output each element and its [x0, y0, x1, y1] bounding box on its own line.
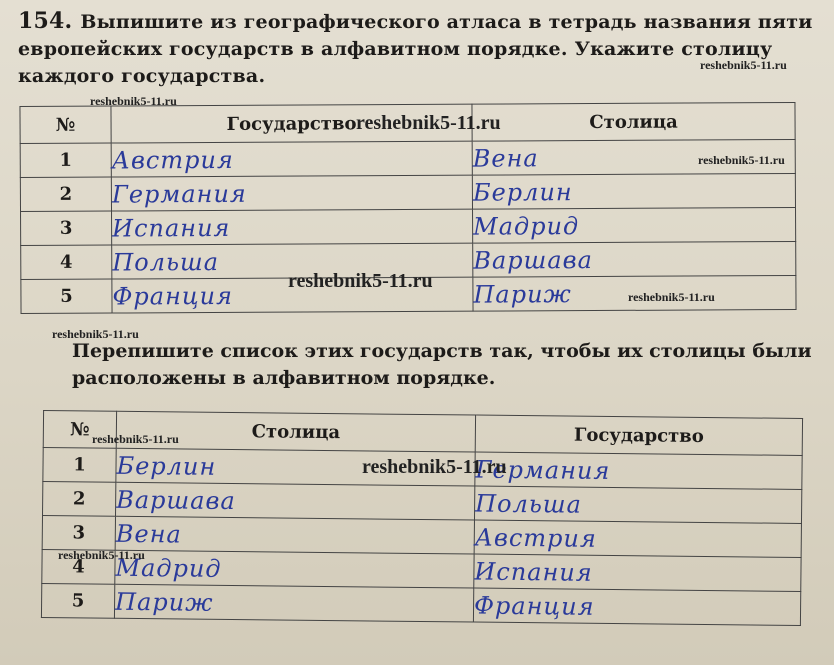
watermark: reshebnik5-11.ru [52, 327, 139, 341]
header-country: Государство [475, 415, 802, 455]
capital-cell: Берлин [472, 173, 795, 209]
capital-cell: Берлин [116, 448, 475, 486]
capital-cell: Париж [473, 275, 796, 311]
country-cell: Австрия [474, 520, 801, 557]
table-row [41, 584, 800, 626]
table-row [20, 173, 795, 211]
watermark: reshebnik5-11.ru [356, 112, 501, 134]
capital-cell: Мадрид [115, 550, 474, 588]
watermark: reshebnik5-11.ru [92, 432, 179, 446]
row-number: 2 [43, 482, 116, 517]
capital-cell: Вена [472, 139, 795, 175]
row-number: 3 [42, 516, 115, 551]
header-number: № [43, 411, 116, 449]
header-number: № [20, 106, 111, 143]
watermark: reshebnik5-11.ru [362, 456, 507, 478]
row-number: 4 [42, 550, 115, 585]
country-cell: Франция [473, 588, 800, 625]
country-cell: Германия [111, 175, 472, 211]
header-capital: Столица [116, 411, 475, 452]
row-number: 4 [21, 245, 112, 279]
watermark: reshebnik5-11.ru [288, 270, 433, 292]
task-statement [18, 8, 823, 90]
watermark: reshebnik5-11.ru [90, 94, 177, 108]
row-number: 5 [41, 584, 114, 619]
row-number: 2 [20, 177, 111, 211]
country-cell: Польша [112, 243, 473, 279]
capital-cell: Мадрид [473, 207, 796, 243]
capital-cell: Варшава [473, 241, 796, 277]
capital-cell: Вена [115, 516, 474, 554]
row-number: 1 [20, 143, 111, 177]
country-cell: Испания [112, 209, 473, 245]
country-cell: Польша [474, 486, 801, 523]
capital-cell: Варшава [116, 482, 475, 520]
country-cell: Германия [475, 452, 802, 489]
country-cell: Испания [474, 554, 801, 591]
watermark: reshebnik5-11.ru [58, 548, 145, 562]
header-capital: Столица [472, 102, 795, 141]
row-number: 1 [43, 448, 116, 483]
header-country: Государство [111, 104, 472, 143]
country-cell: Франция [112, 277, 473, 313]
subtask-statement: Перепишите список этих государств так, чтобы их столицы были расположены в алфавитном порядке. [72, 340, 812, 389]
capital-cell: Париж [114, 584, 473, 622]
table-row [20, 139, 795, 177]
country-cell: Австрия [111, 141, 472, 177]
row-number: 3 [21, 211, 112, 245]
watermark: reshebnik5-11.ru [628, 290, 715, 304]
task-text: Выпишите из географического атласа в тетрадь названия пяти европейских государств в алфавитном порядке. Укажите столицу каждого государства. [18, 11, 813, 87]
watermark: reshebnik5-11.ru [700, 58, 787, 72]
row-number: 5 [21, 279, 112, 313]
table-row [21, 207, 796, 245]
task-number: 154. [18, 8, 73, 34]
watermark: reshebnik5-11.ru [698, 153, 785, 167]
